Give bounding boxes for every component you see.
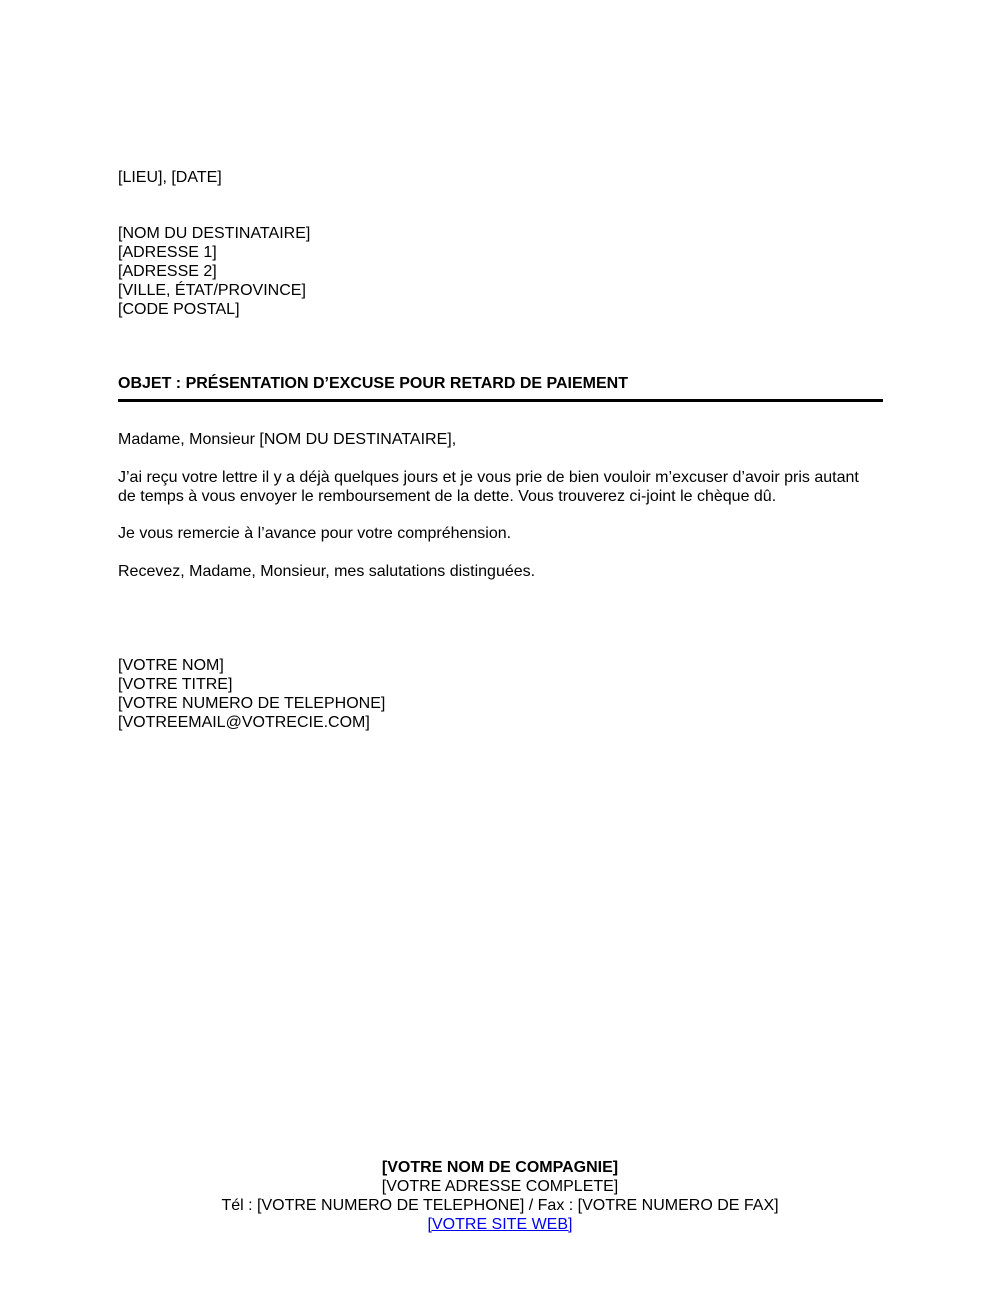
subject-title: OBJET : PRÉSENTATION D’EXCUSE POUR RETARD DE PAIEMENT	[118, 375, 628, 392]
recipient-postal-code: [CODE POSTAL]	[118, 301, 240, 318]
body-paragraph-1-line-2: de temps à vous envoyer le remboursement de la dette. Vous trouverez ci-joint le chèque dû.	[118, 488, 777, 505]
footer-website-link[interactable]: [VOTRE SITE WEB]	[427, 1216, 573, 1233]
recipient-address-2: [ADRESSE 2]	[118, 263, 217, 280]
body-paragraph-1-line-1: J’ai reçu votre lettre il y a déjà quelques jours et je vous prie de bien vouloir m’excuser d’avoir pris autant	[118, 469, 859, 486]
body-paragraph-1	[118, 468, 898, 506]
sender-phone: [VOTRE NUMERO DE TELEPHONE]	[118, 695, 386, 712]
subject-line	[118, 374, 628, 393]
subject-divider	[118, 399, 883, 402]
closing-formula: Recevez, Madame, Monsieur, mes salutations distinguées.	[118, 563, 536, 580]
sender-title: [VOTRE TITRE]	[118, 676, 233, 693]
sender-name: [VOTRE NOM]	[118, 657, 224, 674]
recipient-address-1: [ADRESSE 1]	[118, 244, 217, 261]
recipient-address-block	[118, 224, 310, 319]
recipient-city-state: [VILLE, ÉTAT/PROVINCE]	[118, 282, 306, 299]
footer-company-name: [VOTRE NOM DE COMPAGNIE]	[381, 1159, 619, 1176]
salutation: Madame, Monsieur [NOM DU DESTINATAIRE],	[118, 431, 457, 448]
sender-email: [VOTREEMAIL@VOTRECIE.COM]	[118, 714, 370, 731]
body-paragraph-2: Je vous remercie à l’avance pour votre compréhension.	[118, 525, 512, 542]
signature-block	[118, 656, 385, 732]
footer-address: [VOTRE ADRESSE COMPLETE]	[381, 1178, 619, 1195]
letter-footer	[0, 1158, 1000, 1234]
place-date: [LIEU], [DATE]	[118, 169, 222, 186]
recipient-name: [NOM DU DESTINATAIRE]	[118, 225, 311, 242]
footer-contact-line: Tél : [VOTRE NUMERO DE TELEPHONE] / Fax : [VOTRE NUMERO DE FAX]	[221, 1197, 779, 1214]
